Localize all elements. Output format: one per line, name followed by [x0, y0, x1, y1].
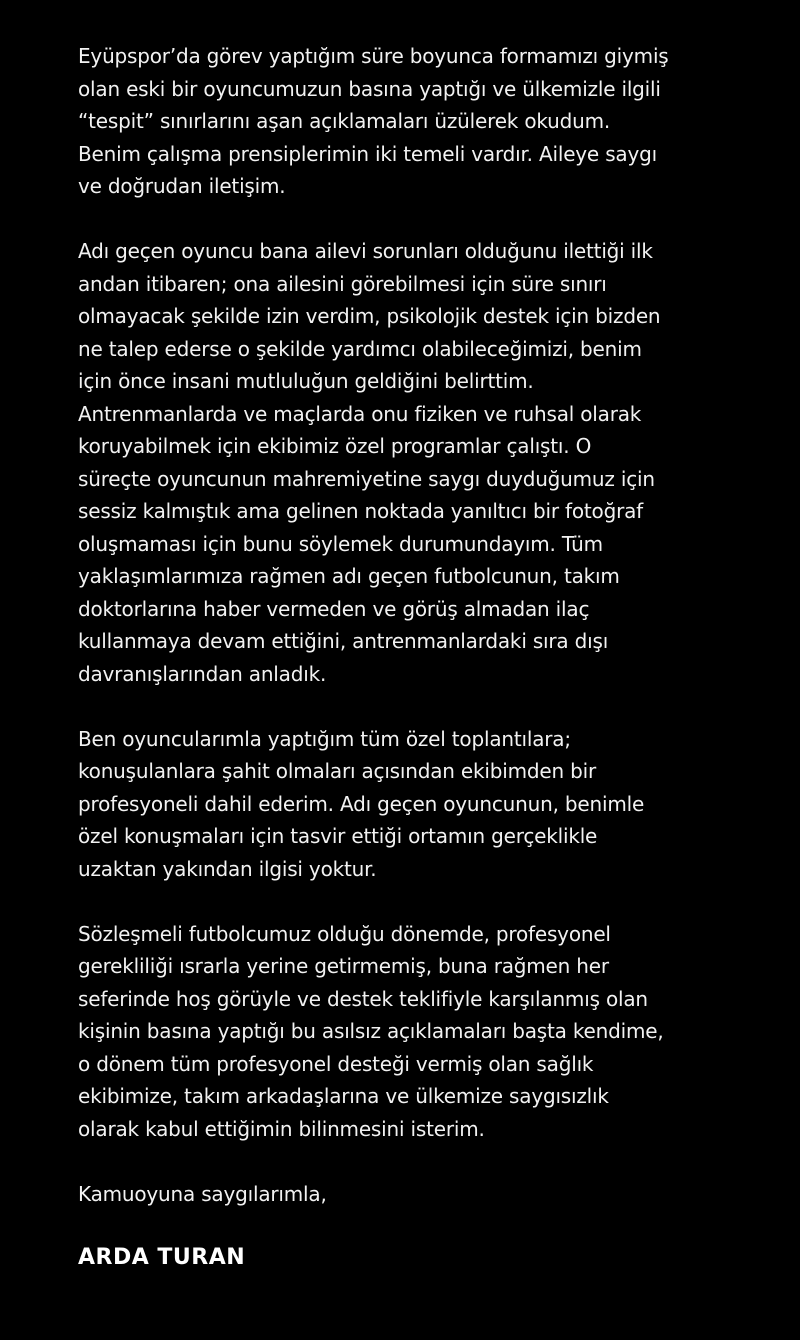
text-line: gerekliliği ısrarla yerine getirmemiş, buna rağmen her — [78, 954, 609, 978]
text-line: olmayacak şekilde izin verdim, psikolojik destek için bizden — [78, 304, 661, 328]
paragraph-1 — [78, 40, 778, 203]
text-line: süreçte oyuncunun mahremiyetine saygı duyduğumuz için — [78, 466, 655, 491]
text-line: oluşmaması için bunu söylemek durumundayım. Tüm — [78, 531, 603, 556]
text-line: profesyoneli dahil ederim. Adı geçen oyuncunun, benimle — [78, 791, 645, 816]
text-line: koruyabilmek için ekibimiz özel programlar çalıştı. O — [78, 434, 592, 458]
text-line: olarak kabul ettiğimin bilinmesini isterim. — [78, 1116, 485, 1141]
text-line: andan itibaren; ona ailesini görebilmesi için süre sınırı — [78, 271, 607, 296]
text-line: özel konuşmaları için tasvir ettiği ortamın gerçeklikle — [78, 824, 598, 848]
signature: ARDA TURAN — [78, 1245, 246, 1270]
text-line: ve doğrudan iletişim. — [78, 174, 286, 198]
text-line: konuşulanlara şahit olmaları açısından ekibimden bir — [78, 759, 597, 783]
closing-salutation: Kamuoyuna saygılarımla, — [78, 1181, 327, 1206]
text-line: kişinin basına yaptığı bu asılsız açıklamaları başta kendime, — [78, 1019, 664, 1043]
text-line: Ben oyuncularımla yaptığım tüm özel toplantılara; — [78, 726, 571, 751]
text-line: “tespit” sınırlarını aşan açıklamaları üzülerek okudum. — [78, 109, 611, 133]
text-line: Antrenmanlarda ve maçlarda onu fiziken ve ruhsal olarak — [78, 401, 642, 426]
text-line: davranışlarından anladık. — [78, 661, 327, 686]
text-line: Benim çalışma prensiplerimin iki temeli vardır. Aileye saygı — [78, 141, 657, 166]
statement-body — [78, 40, 778, 1210]
text-line: doktorlarına haber vermeden ve görüş almadan ilaç — [78, 596, 590, 621]
text-line: olan eski bir oyuncumuzun basına yaptığı ve ülkemizle ilgili — [78, 76, 661, 101]
text-line: sessiz kalmıştık ama gelinen noktada yanıltıcı bir fotoğraf — [78, 499, 643, 523]
text-line: o dönem tüm profesyonel desteği vermiş olan sağlık — [78, 1051, 594, 1076]
paragraph-4 — [78, 918, 778, 1146]
text-line: Adı geçen oyuncu bana ailevi sorunları olduğunu ilettiği ilk — [78, 239, 653, 263]
text-line: seferinde hoş görüyle ve destek teklifiyle karşılanmış olan — [78, 986, 648, 1011]
text-line: ekibimize, takım arkadaşlarına ve ülkemize saygısızlık — [78, 1084, 609, 1108]
text-line: kullanmaya devam ettiğini, antrenmanlardaki sıra dışı — [78, 629, 609, 653]
text-line: ne talep ederse o şekilde yardımcı olabileceğimizi, benim — [78, 336, 642, 361]
paragraph-3 — [78, 723, 778, 886]
text-line: yaklaşımlarımıza rağmen adı geçen futbolcunun, takım — [78, 564, 620, 588]
text-line: Eyüpspor’da görev yaptığım süre boyunca formamızı giymiş — [78, 44, 669, 68]
paragraph-2 — [78, 235, 778, 690]
text-line: uzaktan yakından ilgisi yoktur. — [78, 856, 377, 881]
text-line: Sözleşmeli futbolcumuz olduğu dönemde, profesyonel — [78, 921, 611, 946]
text-line: için önce insani mutluluğun geldiğini belirttim. — [78, 369, 534, 393]
